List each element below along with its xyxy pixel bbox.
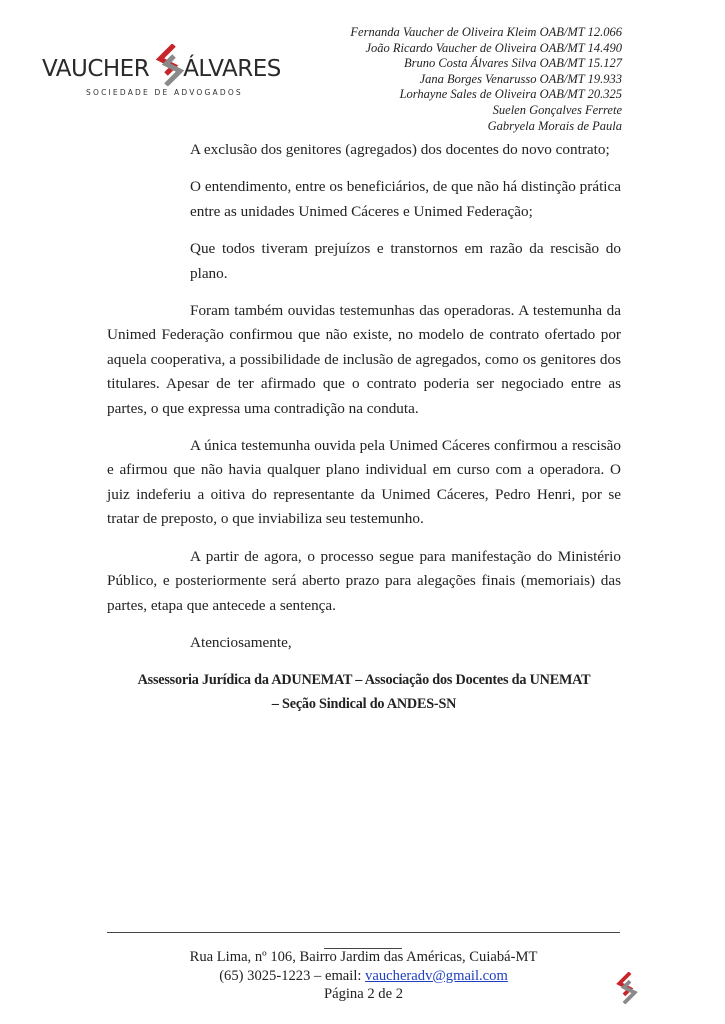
footer-address: Rua Lima, nº 106, Bairro Jardim das Américas, Cuiabá-MT xyxy=(189,949,538,965)
signature-line: Assessoria Jurídica da ADUNEMAT – Associação dos Docentes da UNEMAT xyxy=(137,672,591,689)
logo-name-right: ÁLVARES xyxy=(183,56,281,82)
lawyer-line: João Ricardo Vaucher de Oliveira OAB/MT 14.490 xyxy=(365,40,622,55)
page-number: Página 2 de 2 xyxy=(323,986,404,1002)
footer-logo-mark-icon xyxy=(612,972,642,1004)
lawyer-line: Lorhayne Sales de Oliveira OAB/MT 20.325 xyxy=(399,87,622,102)
body-paragraph: Foram também ouvidas testemunhas das operadoras. A testemunha da Unimed Federação confirmou que não existe, no modelo de contrato ofertado por aquela cooperativa, a possibilidade de inclusão de agregados, como os genitores dos titulares. Apesar de ter afirmado que o contrato poderia ser negociado entre as partes, o que expressa uma contradição na conduta. xyxy=(107,302,621,417)
footer xyxy=(107,948,620,1004)
email-link[interactable]: vaucheradv@gmail.com xyxy=(365,967,508,984)
list-item: A exclusão dos genitores (agregados) dos docentes do novo contrato; xyxy=(190,141,610,158)
logo-mark-icon xyxy=(152,44,188,86)
list-item: O entendimento, entre os beneficiários, de que não há distinção prática entre as unidades Unimed Cáceres e Unimed Federação; xyxy=(190,178,621,220)
body-paragraph: A única testemunha ouvida pela Unimed Cáceres confirmou a rescisão e afirmou que não havia qualquer plano individual em curso com a operadora. O juiz indeferiu a oitiva do representante da Unimed Cáceres, Pedro Henri, por se tratar de preposto, o que inviabiliza seu testemunho. xyxy=(107,437,621,528)
list-item: Que todos tiveram prejuízos e transtornos em razão da rescisão do plano. xyxy=(190,240,621,282)
company-logo xyxy=(42,44,292,104)
lawyer-line: Gabryela Morais de Paula xyxy=(487,118,622,133)
lawyer-line: Fernanda Vaucher de Oliveira Kleim OAB/MT 12.066 xyxy=(350,25,622,39)
logo-subtitle: SOCIEDADE DE ADVOGADOS xyxy=(86,88,243,97)
footer-contact xyxy=(107,967,620,986)
lawyers-list xyxy=(350,25,622,134)
footer-divider xyxy=(107,932,620,933)
document-body xyxy=(107,138,621,716)
closing: Atenciosamente, xyxy=(190,633,292,651)
lawyer-line: Suelen Gonçalves Ferrete xyxy=(492,102,622,117)
logo-name-left: VAUCHER xyxy=(42,56,150,82)
signature-line: – Seção Sindical do ANDES-SN xyxy=(271,696,457,713)
signature-block xyxy=(107,668,621,716)
lawyer-line: Bruno Costa Álvares Silva OAB/MT 15.127 xyxy=(403,56,622,71)
footer-phone: (65) 3025-1223 – email: xyxy=(219,967,366,984)
lawyer-line: Jana Borges Venarusso OAB/MT 19.933 xyxy=(419,71,622,86)
body-paragraph: A partir de agora, o processo segue para manifestação do Ministério Público, e posteriormente será aberto prazo para alegações finais (memoriais) das partes, etapa que antecede a sentença. xyxy=(107,547,621,614)
